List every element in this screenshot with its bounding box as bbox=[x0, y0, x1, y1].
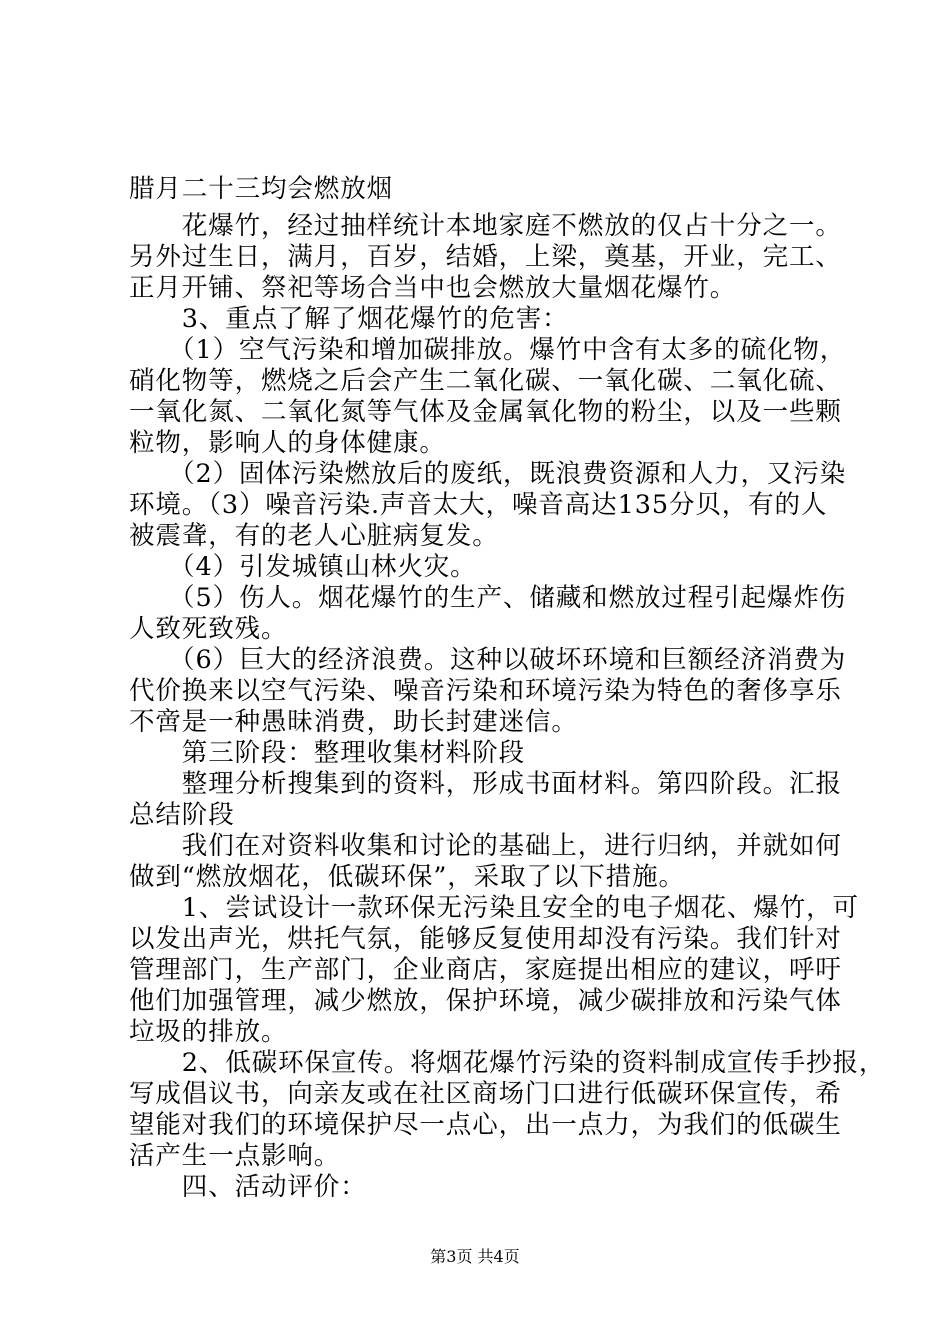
text-line: 以发出声光，烘托气氛，能够反复使用却没有污染。我们针对 bbox=[129, 924, 842, 954]
text-line: （4）引发城镇山林火灾。 bbox=[129, 552, 477, 582]
text-line: 我们在对资料收集和讨论的基础上，进行归纳，并就如何 bbox=[129, 831, 842, 861]
text-line: 代价换来以空气污染、噪音污染和环境污染为特色的奢侈享乐 bbox=[129, 676, 842, 706]
text-line: 活产生一点影响。 bbox=[129, 1141, 341, 1171]
text-line: 一氧化氮、二氧化氮等气体及金属氧化物的粉尘，以及一些颗 bbox=[129, 397, 842, 427]
text-line: （5）伤人。烟花爆竹的生产、储藏和燃放过程引起爆炸伤 bbox=[129, 583, 847, 613]
text-line: 写成倡议书，向亲友或在社区商场门口进行低碳环保宣传，希 bbox=[129, 1079, 842, 1109]
text-line: 粒物，影响人的身体健康。 bbox=[129, 428, 446, 458]
text-line: 花爆竹，经过抽样统计本地家庭不燃放的仅占十分之一。 bbox=[129, 211, 842, 241]
text-line: 环境。（3）噪音污染.声音太大，噪音高达135分贝，有的人 bbox=[129, 490, 828, 520]
text-line: 总结阶段 bbox=[129, 800, 235, 830]
text-line: 1、尝试设计一款环保无污染且安全的电子烟花、爆竹，可 bbox=[129, 893, 859, 923]
text-line: 腊月二十三均会燃放烟 bbox=[129, 174, 394, 204]
page-footer: 第3页 共4页 bbox=[430, 1247, 520, 1266]
text-line: 垃圾的排放。 bbox=[129, 1017, 288, 1047]
text-line: 做到“燃放烟花，低碳环保”，采取了以下措施。 bbox=[129, 862, 685, 892]
text-line: 不啻是一种愚昧消费，助长封建迷信。 bbox=[129, 707, 578, 737]
text-line: 他们加强管理，减少燃放，保护环境，减少碳排放和污染气体 bbox=[129, 986, 842, 1016]
text-line: 整理分析搜集到的资料，形成书面材料。第四阶段。汇报 bbox=[129, 769, 842, 799]
text-line: 望能对我们的环境保护尽一点心，出一点力，为我们的低碳生 bbox=[129, 1110, 842, 1140]
text-line: 人致死致残。 bbox=[129, 614, 288, 644]
text-line: （2）固体污染燃放后的废纸，既浪费资源和人力，又污染 bbox=[129, 459, 847, 489]
text-line: 另外过生日，满月，百岁，结婚，上梁，奠基，开业，完工、 bbox=[129, 242, 842, 272]
text-line: （6）巨大的经济浪费。这种以破坏环境和巨额经济消费为 bbox=[129, 645, 847, 675]
text-line: 第三阶段：整理收集材料阶段 bbox=[129, 738, 526, 768]
text-line: 四、活动评价： bbox=[129, 1172, 367, 1202]
text-line: 正月开铺、祭祀等场合当中也会燃放大量烟花爆竹。 bbox=[129, 273, 737, 303]
text-line: 被震聋，有的老人心脏病复发。 bbox=[129, 521, 499, 551]
text-line: 管理部门，生产部门，企业商店，家庭提出相应的建议，呼吁 bbox=[129, 955, 842, 985]
text-line: 3、重点了解了烟花爆竹的危害： bbox=[129, 304, 569, 334]
text-line: 2、低碳环保宣传。将烟花爆竹污染的资料制成宣传手抄报， bbox=[129, 1048, 886, 1078]
text-line: 硝化物等，燃烧之后会产生二氧化碳、一氧化碳、二氧化硫、 bbox=[129, 366, 842, 396]
text-line: （1）空气污染和增加碳排放。爆竹中含有太多的硫化物， bbox=[129, 335, 847, 365]
